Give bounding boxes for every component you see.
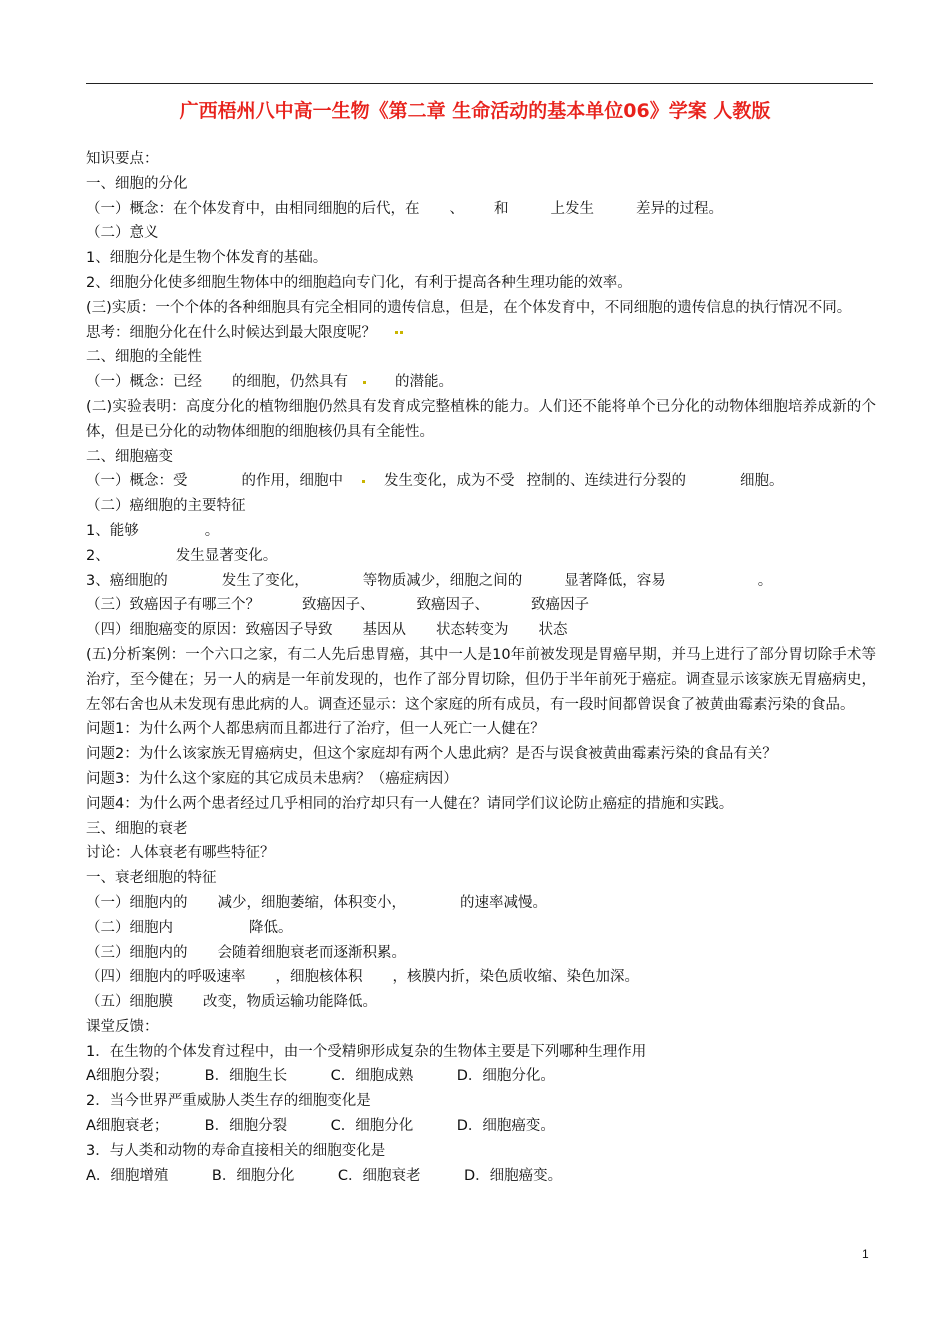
heading-differentiation: 一、细胞的分化 xyxy=(86,175,188,192)
question-line: 问题2：为什么该家族无胃癌病史，但这个家庭却有两个人患此病？是否与误食被黄曲霉素污染的食品有关？ xyxy=(86,746,777,763)
blank-line: （五）细胞膜 改变，物质运输功能降低。 xyxy=(86,994,377,1011)
concept-line: （一）概念：在个体发育中，由相同细胞的后代，在 、 和 上发生 差异的过程。 xyxy=(86,200,723,217)
heading-aging: 三、细胞的衰老 xyxy=(86,820,188,837)
blank-line: 3、癌细胞的 发生了变化， 等物质减少，细胞之间的 显著降低，容易 。 xyxy=(86,572,773,589)
paragraph: 1、细胞分化是生物个体发育的基础。 xyxy=(86,250,328,267)
concept-line: （一）概念：已经 的细胞，仍然具有 的潜能。 xyxy=(86,374,453,391)
quiz-options: A细胞衰老； B．细胞分裂 C．细胞分化 D．细胞癌变。 xyxy=(86,1118,555,1135)
blank-line: （三）致癌因子有哪三个？ 致癌因子、 致癌因子、 致癌因子 xyxy=(86,597,589,614)
question-line: 问题1：为什么两个人都患病而且都进行了治疗，但一人死亡一人健在？ xyxy=(86,721,545,738)
blank-line: （四）细胞内的呼吸速率 ，细胞核体积 ，核膜内折，染色质收缩、染色加深。 xyxy=(86,969,639,986)
blank-line: （四）细胞癌变的原因：致癌因子导致 基因从 状态转变为 状态 xyxy=(86,622,568,639)
paragraph: （二）意义 xyxy=(86,225,159,242)
paragraph: 2、细胞分化使多细胞生物体中的细胞趋向专门化，有利于提高各种生理功能的效率。 xyxy=(86,274,632,291)
heading-totipotency: 二、细胞的全能性 xyxy=(86,349,202,366)
paragraph: 一、衰老细胞的特征 xyxy=(86,870,217,887)
blank-line: 1、能够 。 xyxy=(86,522,220,539)
page-number: 1 xyxy=(862,1247,869,1261)
section-label: 知识要点： xyxy=(86,151,159,167)
paragraph: (二)实验表明：高度分化的植物细胞仍然具有发育成完整植株的能力。人们还不能将单个已分化的动物体细胞培养成新的个体，但是已分化的动物体细胞的细胞核仍具有全能性。 xyxy=(86,398,876,440)
blank-line: （一）细胞内的 减少，细胞萎缩，体积变小， 的速率减慢。 xyxy=(86,894,547,911)
feedback-heading: 课堂反馈： xyxy=(86,1018,159,1035)
quiz-question: 2．当今世界严重威胁人类生存的细胞变化是 xyxy=(86,1093,371,1110)
blank-line: （二）细胞内 降低。 xyxy=(86,919,293,936)
quiz-question: 1．在生物的个体发育过程中，由一个受精卵形成复杂的生物体主要是下列哪种生理作用 xyxy=(86,1043,647,1060)
question-line: 问题3：为什么这个家庭的其它成员未患病？（癌症病因） xyxy=(86,770,458,787)
concept-line: （一）概念：受 的作用，细胞中 发生变化，成为不受 控制的、连续进行分裂的 细胞。 xyxy=(86,473,784,490)
paragraph: 讨论：人体衰老有哪些特征？ xyxy=(86,845,275,862)
paragraph: （二）癌细胞的主要特征 xyxy=(86,498,246,515)
document-title: 广西梧州八中高一生物《第二章 生命活动的基本单位06》学案 人教版 xyxy=(179,100,771,122)
blank-line: 2、 发生显著变化。 xyxy=(86,547,278,564)
question-line: 问题4：为什么两个患者经过几乎相同的治疗却只有一人健在？请同学们议论防止癌症的措施和实践。 xyxy=(86,795,734,812)
case-paragraph: (五)分析案例：一个六口之家，有二人先后患胃癌，其中一人是10年前被发现是胃癌早期，并马上进行了部分胃切除手术等治疗，至今健在；另一人的病是一年前发现的，也作了部分胃切除，但仍于半年前死于癌症。调查显示该家族无胃癌病史，左邻右舍也从未发现有患此病的人。调查还显示：这个家庭的所有成员，有一段时间都曾误食了被黄曲霉素污染的食品。 xyxy=(86,646,876,713)
heading-cancer: 二、细胞癌变 xyxy=(86,448,173,465)
question-line: 思考：细胞分化在什么时候达到最大限度呢？ xyxy=(86,321,876,346)
blank-line: （三）细胞内的 会随着细胞衰老而逐渐积累。 xyxy=(86,944,406,961)
quiz-options: A．细胞增殖 B．细胞分化 C．细胞衰老 D．细胞癌变。 xyxy=(86,1167,563,1184)
paragraph: (三)实质：一个个体的各种细胞具有完全相同的遗传信息，但是，在个体发育中，不同细胞的遗传信息的执行情况不同。 xyxy=(86,299,852,316)
quiz-options: A细胞分裂； B．细胞生长 C．细胞成熟 D．细胞分化。 xyxy=(86,1068,555,1085)
document-body xyxy=(86,147,876,1188)
header-rule xyxy=(86,83,873,84)
quiz-question: 3．与人类和动物的寿命直接相关的细胞变化是 xyxy=(86,1142,386,1159)
